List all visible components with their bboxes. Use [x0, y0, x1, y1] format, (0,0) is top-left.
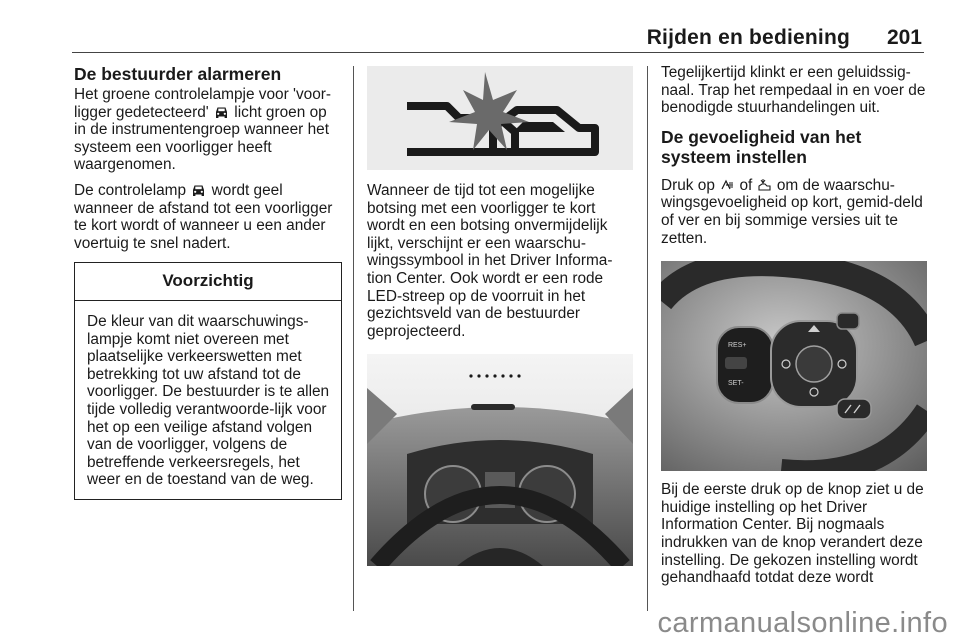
text-span: licht groen op in de instrumentengroep wanneer het systeem een voorligger heeft waargenomen.	[74, 103, 329, 174]
text-span: De controlelamp	[74, 181, 187, 199]
paragraph: Wanneer de tijd tot een mogelijke botsing met een voorligger te kort wordt en een botsing onvermijdelijk lijkt, verschijnt er een waarschu-wingssymbool in het Driver Informa-tion Center. Ook wordt er een rode LED-streep op de voorruit in het gezichtsveld van de bestuurder geprojecteerd.	[367, 182, 613, 340]
res-label: RES+	[728, 342, 747, 350]
paragraph	[74, 86, 342, 174]
watermark: carmanualsonline.info	[657, 607, 948, 639]
caution-box	[74, 262, 342, 500]
text-span: Het groene controlelampje voor 'voor-ligger gedetecteerd'	[74, 86, 332, 121]
dashboard-hud-image	[367, 354, 633, 566]
paragraph: Tegelijkertijd klinkt er een geluidssig-naal. Trap het rempedaal in en voer de benodigde stuurhandelingen uit.	[661, 64, 926, 117]
section-heading: De gevoeligheid van het systeem instellen	[661, 126, 862, 167]
caution-text: De kleur van dit waarschuwings-lampje komt niet overeen met plaatselijke verkeerswetten met betrekking tot uw afstand tot de voorligger. De bestuurder is te allen tijde volledig verantwoorde-lijk voor het op een veilige afstand volgen van de voorligger, volgens de betreffende verkeersregels, het weer en de toestand van de weg.	[87, 312, 330, 489]
car-front-icon	[192, 184, 205, 196]
steering-wheel-controls-image	[661, 261, 927, 471]
caution-body	[75, 301, 341, 499]
car-front-icon	[215, 106, 228, 118]
follow-distance-icon	[720, 178, 734, 192]
text-span: Druk op	[661, 176, 715, 194]
set-label: SET-	[728, 380, 744, 388]
page-number: 201	[886, 26, 922, 49]
collision-warning-icon	[758, 178, 772, 192]
header-rule	[72, 52, 924, 53]
column-divider	[647, 66, 648, 611]
text-span: om de waarschu-wingsgevoeligheid op kort, gemid-deld of ver en bij sommige versies uit te zetten.	[661, 176, 923, 247]
paragraph	[74, 182, 342, 252]
section-heading: De bestuurder alarmeren	[74, 64, 282, 84]
collision-warning-icon	[367, 66, 633, 170]
column-divider	[353, 66, 354, 611]
text-span: wordt geel wanneer de afstand tot een voorligger te kort wordt of wanneer u een ander voertuig te snel nadert.	[74, 181, 333, 252]
column-2	[367, 64, 633, 566]
caution-title: Voorzichtig	[75, 263, 341, 301]
column-3	[661, 64, 927, 595]
paragraph: Bij de eerste druk op de knop ziet u de huidige instelling op het Driver Information Center. Bij nogmaals indrukken van de knop verandert deze instelling. De gekozen instelling wordt gehandhaafd totdat deze wordt	[661, 481, 924, 587]
paragraph	[661, 177, 927, 247]
column-1	[74, 64, 342, 500]
text-span: of	[739, 176, 753, 194]
header-title: Rijden en bediening	[646, 26, 850, 49]
